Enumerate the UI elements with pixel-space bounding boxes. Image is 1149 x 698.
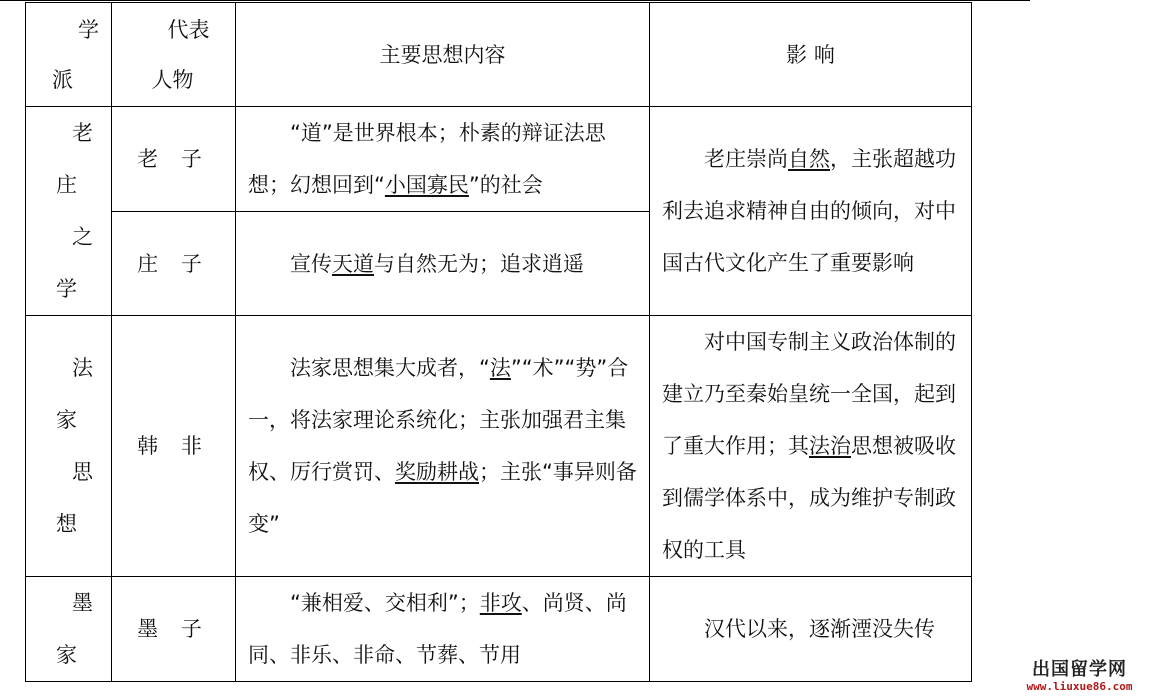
person-laozi: 老 子 xyxy=(112,107,236,212)
header-main-ideas: 主要思想内容 xyxy=(236,3,650,107)
person-hanfei: 韩 非 xyxy=(112,316,236,577)
header-school: 学 派 xyxy=(26,3,112,107)
philosophy-table xyxy=(25,2,972,682)
watermark-logo: 出国留学网 www.liuxue86.com xyxy=(1026,659,1133,693)
person-mozi: 墨 子 xyxy=(112,577,236,682)
impact-fajia: 对中国专制主义政治体制的建立乃至秦始皇统一全国，起到了重大作用；其法治思想被吸收到儒学体系中，成为维护专制政权的工具 xyxy=(650,316,972,577)
row-laozi xyxy=(26,107,972,212)
header-row xyxy=(26,3,972,107)
impact-mojia: 汉代以来，逐渐湮没失传 xyxy=(650,577,972,682)
content-zhuangzi: 宣传天道与自然无为；追求逍遥 xyxy=(236,212,650,316)
header-representative: 代表 人物 xyxy=(112,3,236,107)
school-fajia: 法 家 思 想 xyxy=(26,316,112,577)
content-hanfei: 法家思想集大成者，“法”“术”“势”合一，将法家理论系统化；主张加强君主集权、厉行赏罚、奖励耕战；主张“事异则备变” xyxy=(236,316,650,577)
impact-laozhuang: 老庄崇尚自然，主张超越功利去追求精神自由的倾向，对中国古代文化产生了重要影响 xyxy=(650,107,972,316)
school-mojia: 墨 家 xyxy=(26,577,112,682)
top-rule xyxy=(0,0,1030,1)
content-laozi: “道”是世界根本；朴素的辩证法思想；幻想回到“小国寡民”的社会 xyxy=(236,107,650,212)
row-mojia xyxy=(26,577,972,682)
person-zhuangzi: 庄 子 xyxy=(112,212,236,316)
content-mozi: “兼相爱、交相利”；非攻、尚贤、尚同、非乐、非命、节葬、节用 xyxy=(236,577,650,682)
row-fajia xyxy=(26,316,972,577)
school-laozhuang: 老 庄 之 学 xyxy=(26,107,112,316)
header-influence: 影 响 xyxy=(650,3,972,107)
